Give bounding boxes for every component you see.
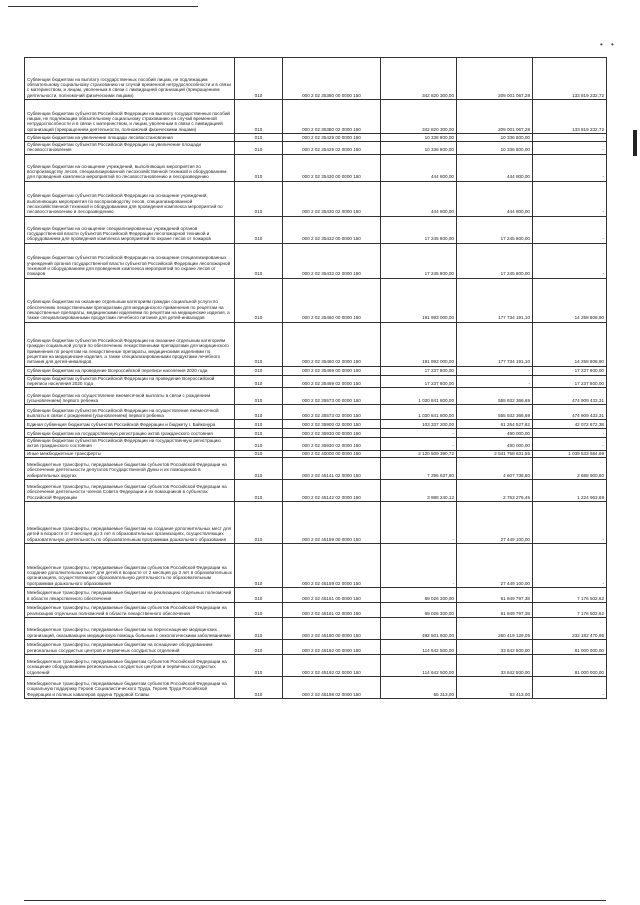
cell-rest: 7 176 502,62 (533, 588, 607, 603)
budget-table-body (25, 58, 607, 699)
cell-rest: - (533, 438, 607, 451)
cell-code: 000 2 02 35469 00 0000 150 (283, 366, 381, 375)
cell-code: 000 2 02 35429 02 0000 150 (283, 142, 381, 155)
cell-rest: 1 224 963,68 (533, 480, 607, 502)
scan-edge-mark (633, 130, 637, 156)
cell-plan: 3 988 240,12 (381, 480, 457, 502)
cell-plan: 7 296 637,80 (381, 458, 457, 480)
cell-rest: 81 000 000,00 (533, 640, 607, 655)
cell-done: 444 800,00 (457, 181, 533, 216)
cell-rest: 14 258 808,90 (533, 322, 607, 366)
cell-plan: 191 993 000,00 (381, 322, 457, 366)
cell-rest: - (533, 142, 607, 155)
cell-rest: - (533, 429, 607, 438)
cell-code: 000 2 02 35429 00 0000 150 (283, 134, 381, 142)
cell-done: 61 849 797,38 (457, 588, 533, 603)
cell-line: 010 (235, 322, 283, 366)
table-row (25, 58, 607, 100)
cell-line: 010 (235, 388, 283, 405)
cell-rest: - (533, 243, 607, 278)
cell-done: 10 336 800,00 (457, 134, 533, 142)
cell-code: 000 2 02 45190 00 0000 150 (283, 618, 381, 640)
cell-name: Иные межбюджетные трансферты (25, 450, 235, 457)
cell-line: 010 (235, 544, 283, 588)
cell-rest: 474 909 433,31 (533, 405, 607, 420)
cell-name: Субвенции бюджетам на проведение Всероссийской переписи населения 2020 года (25, 366, 235, 375)
budget-table (24, 57, 607, 699)
table-row (25, 588, 607, 603)
table-row (25, 375, 607, 388)
cell-name: Субвенции бюджетам субъектов Российской Федерации на увеличение площади лесовосстановления (25, 142, 235, 155)
cell-rest: 133 819 232,72 (533, 58, 607, 100)
table-bottom-rule (24, 900, 606, 901)
cell-plan: 1 030 841 800,00 (381, 405, 457, 420)
cell-done: 17 245 800,00 (457, 243, 533, 278)
cell-code: 000 2 02 45161 00 0000 150 (283, 588, 381, 603)
table-row (25, 655, 607, 677)
cell-line: 010 (235, 603, 283, 618)
cell-name: Субвенции бюджетам субъектов Российской Федерации на оснащение учреждений, выполняющих мероприятия по воспроизводству лесов, специализированной лесохозяйственной техникой и оборудованием для проведения комплекса мероприятий по лесовосстановлению и лесоразведению (25, 181, 235, 216)
cell-line: 010 (235, 181, 283, 216)
cell-code: 000 2 02 35432 02 0000 150 (283, 243, 381, 278)
cell-name: Субвенции бюджетам на осуществление ежемесячной выплаты в связи с рождением (усыновлением) первого ребенка (25, 388, 235, 405)
table-row (25, 544, 607, 588)
cell-plan: 17 245 800,00 (381, 216, 457, 243)
cell-code: 000 2 02 35573 02 0000 150 (283, 405, 381, 420)
cell-code: 000 2 02 45141 02 0000 150 (283, 458, 381, 480)
table-row (25, 278, 607, 322)
cell-rest: 42 072 672,38 (533, 420, 607, 429)
cell-plan: 2 120 509 390,72 (381, 450, 457, 457)
table-row (25, 502, 607, 544)
table-row (25, 480, 607, 502)
cell-line: 010 (235, 640, 283, 655)
cell-code: 000 2 02 45159 00 0000 150 (283, 502, 381, 544)
cell-plan: - (381, 429, 457, 438)
cell-name: Субвенции бюджетам на оказание отдельным категориям граждан социальной услуги по обеспечению лекарственными препаратами для медицинского применения по рецептам на лекарственные препараты, медицинскими изделиями по рецептам на медицинские изделия, а также специализированными продуктами лечебного питания для детей-инвалидов (25, 278, 235, 322)
table-row (25, 429, 607, 438)
cell-plan: 342 820 300,00 (381, 100, 457, 134)
cell-plan: 103 337 200,00 (381, 420, 457, 429)
cell-plan: 444 800,00 (381, 154, 457, 181)
cell-line: 010 (235, 420, 283, 429)
table-row (25, 388, 607, 405)
cell-name: Межбюджетные трансферты, передаваемые бюджетам на реализацию отдельных полномочий в области лекарственного обеспечения (25, 588, 235, 603)
table-row (25, 154, 607, 181)
cell-name: Субвенции бюджетам субъектов Российской Федерации на оказание отдельным категориям граждан социальной услуги по обеспечению лекарственными препаратами для медицинского применения по рецептам на лекарственные препараты, медицинскими изделиями по рецептам на медицинские изделия, а также специализированными продуктами лечебного питания для детей-инвалидов (25, 322, 235, 366)
cell-name: Межбюджетные трансферты, передаваемые бюджетам субъектов Российской Федерации на обеспечение деятельности членов Совета Федерации и их помощников в субъектах Российской Федерации (25, 480, 235, 502)
cell-done: 444 800,00 (457, 154, 533, 181)
cell-name: Межбюджетные трансферты, передаваемые бюджетам субъектов Российской Федерации на реализацию отдельных полномочий в области лекарственного обеспечения (25, 603, 235, 618)
cell-done: 209 001 067,28 (457, 100, 533, 134)
cell-name: Межбюджетные трансферты, передаваемые бюджетам на переоснащение медицинских организаций, оказывающих медицинскую помощь больным с онкологическими заболеваниями (25, 618, 235, 640)
cell-plan: 55 313,00 (381, 677, 457, 699)
table-row (25, 322, 607, 366)
cell-name: Субвенции бюджетам на оснащение специализированных учреждений органов государственной власти субъектов Российской Федерации лесопожарной техникой и оборудованием для проведения комплекса мероприятий по охране лесов от пожаров (25, 216, 235, 243)
cell-code: 000 2 02 35930 02 0000 150 (283, 438, 381, 451)
cell-done: 555 932 366,69 (457, 405, 533, 420)
cell-code: 000 2 02 35460 00 0000 150 (283, 278, 381, 322)
cell-line: 010 (235, 618, 283, 640)
cell-plan: 17 237 800,00 (381, 375, 457, 388)
cell-done: 33 642 500,00 (457, 640, 533, 655)
cell-plan: 114 642 500,00 (381, 640, 457, 655)
cell-name: Субвенции бюджетам на выплату государственных пособий лицам, не подлежащим обязательному социальному страхованию на случай временной нетрудоспособности и в связи с материнством, и лицам, уволенным в связи с ликвидацией организаций (прекращением деятельности, полномочий физическими лицами) (25, 58, 235, 100)
cell-code: 000 2 02 35573 00 0000 150 (283, 388, 381, 405)
cell-name: Единая субвенция бюджетам субъектов Российской Федерации и бюджету г. Байконура (25, 420, 235, 429)
cell-name: Субвенции бюджетам субъектов Российской Федерации на проведение Всероссийской переписи населения 2020 года (25, 375, 235, 388)
cell-done: 10 336 800,00 (457, 142, 533, 155)
cell-plan: 1 030 841 800,00 (381, 388, 457, 405)
cell-rest: - (533, 677, 607, 699)
cell-name: Межбюджетные трансферты, передаваемые бюджетам на создание дополнительных мест для детей в возрасте от 2 месяцев до 3 лет в образовательных организациях, осуществляющих образовательную деятельность по образовательным программам дошкольного образования (25, 502, 235, 544)
cell-done: 260 419 129,05 (457, 618, 533, 640)
cell-name: Межбюджетные трансферты, передаваемые бюджетам субъектов Российской Федерации на обеспечение деятельности депутатов Государственной Думы и их помощников в избирательных округах (25, 458, 235, 480)
cell-line: 010 (235, 588, 283, 603)
cell-rest: 17 237 800,00 (533, 366, 607, 375)
cell-line: 010 (235, 502, 283, 544)
cell-name: Субвенции бюджетам субъектов Российской Федерации на выплату государственных пособий лицам, не подлежащим обязательному социальному страхованию на случай временной нетрудоспособности и в связи с материнством, и лицам, уволенным в связи с ликвидацией организаций (прекращением деятельности, полномочий физическими лицами) (25, 100, 235, 134)
cell-name: Межбюджетные трансферты, передаваемые бюджетам на оснащение оборудованием региональных сосудистых центров и первичных сосудистых отделений (25, 640, 235, 655)
cell-line: 010 (235, 458, 283, 480)
table-row (25, 134, 607, 142)
table-row (25, 640, 607, 655)
cell-line: 010 (235, 677, 283, 699)
cell-done: 209 001 067,28 (457, 58, 533, 100)
cell-code: 000 2 02 35900 02 0000 150 (283, 420, 381, 429)
cell-done: 27 449 100,00 (457, 544, 533, 588)
cell-done: 61 264 527,62 (457, 420, 533, 429)
cell-done: 4 607 736,80 (457, 458, 533, 480)
cell-name: Субвенции бюджетам на оснащение учреждений, выполняющих мероприятия по воспроизводству лесов, специализированной лесохозяйственной техникой и оборудованием для проведения комплекса мероприятий по лесовосстановлению и лесоразведению (25, 154, 235, 181)
cell-done: 63 413,00 (457, 677, 533, 699)
cell-line: 010 (235, 134, 283, 142)
table-row (25, 181, 607, 216)
cell-done: 490 000,00 (457, 429, 533, 438)
cell-code: 000 2 02 45161 02 0000 150 (283, 603, 381, 618)
cell-line: 010 (235, 278, 283, 322)
cell-line: 010 (235, 243, 283, 278)
cell-rest: 2 688 900,80 (533, 458, 607, 480)
cell-rest: - (533, 502, 607, 544)
cell-plan: - (381, 502, 457, 544)
cell-line: 010 (235, 450, 283, 457)
table-row (25, 438, 607, 451)
cell-plan: 191 993 000,00 (381, 278, 457, 322)
cell-line: 010 (235, 480, 283, 502)
table-row (25, 243, 607, 278)
cell-rest: 81 000 000,00 (533, 655, 607, 677)
cell-line: 010 (235, 429, 283, 438)
cell-name: Субвенции бюджетам субъектов Российской Федерации на осуществление ежемесячной выплаты в связи с рождением (усыновлением) первого ребенка (25, 405, 235, 420)
cell-done: 490 000,00 (457, 438, 533, 451)
cell-code: 000 2 02 35430 00 0000 150 (283, 154, 381, 181)
cell-done: 177 734 191,10 (457, 278, 533, 322)
table-row (25, 450, 607, 457)
cell-rest: 1 039 533 584,69 (533, 450, 607, 457)
cell-line: 010 (235, 366, 283, 375)
table-row (25, 420, 607, 429)
cell-plan: 114 642 500,00 (381, 655, 457, 677)
cell-done: 2 541 758 631,55 (457, 450, 533, 457)
cell-done: 27 449 100,00 (457, 502, 533, 544)
cell-line: 010 (235, 100, 283, 134)
cell-rest: - (533, 216, 607, 243)
cell-line: 010 (235, 142, 283, 155)
cell-plan: 10 336 800,00 (381, 142, 457, 155)
cell-name: Субвенции бюджетам субъектов Российской Федерации на государственную регистрацию актов гражданского состояния (25, 438, 235, 451)
cell-plan: 17 237 800,00 (381, 366, 457, 375)
cell-code: 000 2 02 45192 00 0000 150 (283, 640, 381, 655)
cell-rest: 7 176 502,62 (533, 603, 607, 618)
side-marks: • • (600, 40, 617, 49)
cell-code: 000 2 02 35460 02 0000 150 (283, 322, 381, 366)
table-row (25, 100, 607, 134)
cell-done: 555 932 366,69 (457, 388, 533, 405)
cell-done: - (457, 366, 533, 375)
cell-rest: 133 819 232,72 (533, 100, 607, 134)
scan-top-rule (8, 6, 198, 7)
cell-code: 000 2 02 35469 02 0000 150 (283, 375, 381, 388)
cell-name: Субвенции бюджетам на увеличение площади лесовосстановления (25, 134, 235, 142)
cell-code: 000 2 02 35380 02 0000 150 (283, 100, 381, 134)
cell-line: 010 (235, 655, 283, 677)
cell-done: 33 642 500,00 (457, 655, 533, 677)
cell-name: Межбюджетные трансферты, передаваемые бюджетам субъектов Российской Федерации на создание дополнительных мест для детей в возрасте от 2 месяцев до 3 лет в образовательных организациях, осуществляющих образовательную деятельность по образовательным программам дошкольного образования (25, 544, 235, 588)
cell-name: Субвенции бюджетам на государственную регистрацию актов гражданского состояния (25, 429, 235, 438)
cell-code: 000 2 02 45192 02 0000 150 (283, 655, 381, 677)
cell-plan: 492 501 600,00 (381, 618, 457, 640)
cell-done: 2 763 276,45 (457, 480, 533, 502)
table-row (25, 216, 607, 243)
table-row (25, 405, 607, 420)
cell-name: Субвенции бюджетам субъектов Российской Федерации на оснащение специализированных учреждений органов государственной власти субъектов Российской Федерации лесопожарной техникой и оборудованием для проведения комплекса мероприятий по охране лесов от пожаров (25, 243, 235, 278)
cell-plan: - (381, 544, 457, 588)
cell-code: 000 2 02 35430 02 0000 150 (283, 181, 381, 216)
cell-name: Межбюджетные трансферты, передаваемые бюджетам субъектов Российской Федерации на социальную поддержку Героев Социалистического Труда, Героев Труда Российской Федерации и полных кавалеров ордена Трудовой Славы (25, 677, 235, 699)
cell-plan: 17 245 800,00 (381, 243, 457, 278)
cell-line: 010 (235, 405, 283, 420)
cell-code: 000 2 02 35380 00 0000 150 (283, 58, 381, 100)
cell-code: 000 2 02 45198 02 0000 150 (283, 677, 381, 699)
cell-name: Межбюджетные трансферты, передаваемые бюджетам субъектов Российской Федерации на оснащение оборудованием региональных сосудистых центров и первичных сосудистых отделений (25, 655, 235, 677)
table-row (25, 366, 607, 375)
cell-rest: 14 258 808,90 (533, 278, 607, 322)
cell-plan: 342 820 300,00 (381, 58, 457, 100)
cell-rest: 232 182 470,95 (533, 618, 607, 640)
table-row (25, 677, 607, 699)
cell-line: 010 (235, 154, 283, 181)
table-row (25, 603, 607, 618)
cell-rest: - (533, 544, 607, 588)
cell-line: 010 (235, 58, 283, 100)
cell-rest: - (533, 154, 607, 181)
cell-plan: 69 026 300,00 (381, 588, 457, 603)
table-row (25, 458, 607, 480)
cell-code: 000 2 02 35930 00 0000 150 (283, 429, 381, 438)
cell-code: 000 2 02 35432 00 0000 150 (283, 216, 381, 243)
cell-rest: - (533, 181, 607, 216)
scan-edge-text (628, 170, 638, 280)
cell-rest: 474 909 433,31 (533, 388, 607, 405)
cell-rest: - (533, 134, 607, 142)
cell-code: 000 2 02 40000 00 0000 150 (283, 450, 381, 457)
table-row (25, 618, 607, 640)
cell-plan: 10 336 800,00 (381, 134, 457, 142)
cell-done: - (457, 375, 533, 388)
cell-code: 000 2 02 45142 02 0000 150 (283, 480, 381, 502)
cell-done: 17 245 800,00 (457, 216, 533, 243)
cell-rest: 17 237 800,00 (533, 375, 607, 388)
cell-plan: 69 026 300,00 (381, 603, 457, 618)
cell-plan: - (381, 438, 457, 451)
cell-done: 177 734 191,10 (457, 322, 533, 366)
cell-line: 010 (235, 438, 283, 451)
cell-line: 010 (235, 375, 283, 388)
cell-done: 61 849 797,38 (457, 603, 533, 618)
table-row (25, 142, 607, 155)
cell-line: 010 (235, 216, 283, 243)
cell-plan: 444 800,00 (381, 181, 457, 216)
cell-code: 000 2 02 45159 02 0000 150 (283, 544, 381, 588)
